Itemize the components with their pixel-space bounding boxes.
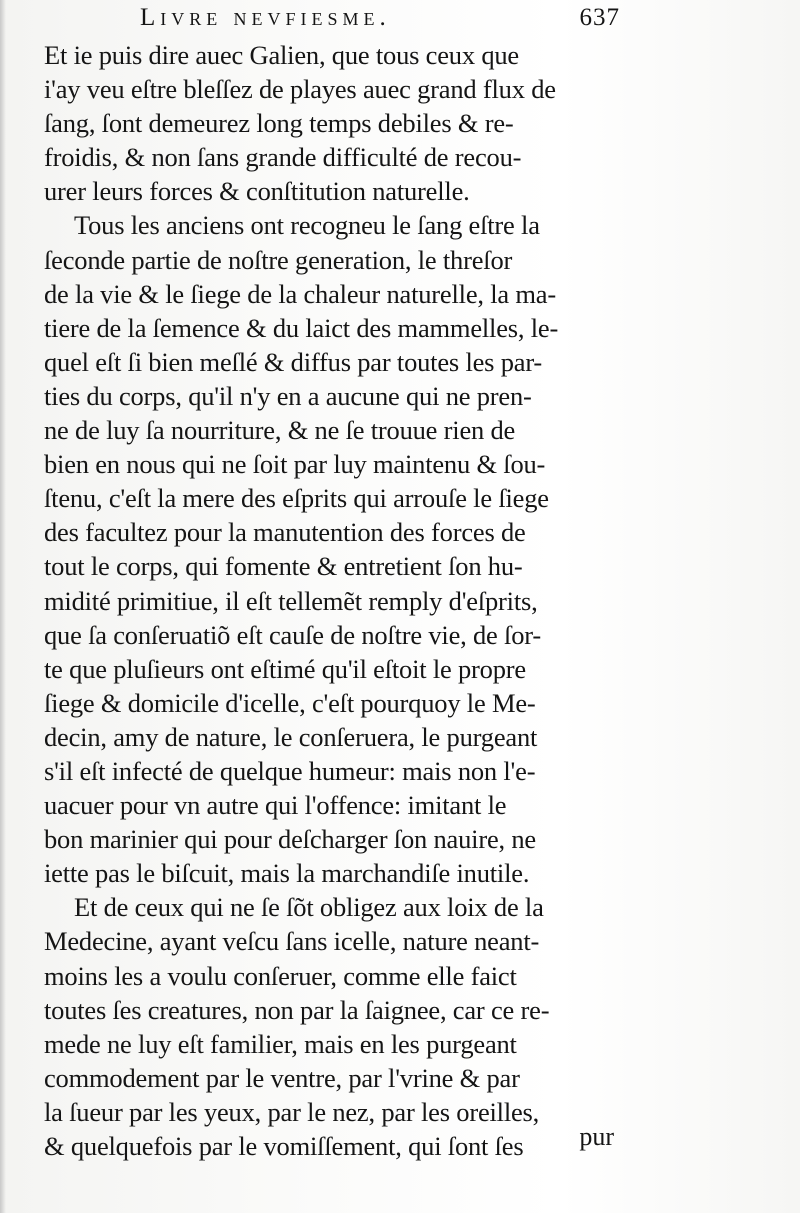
running-head: [140, 4, 620, 34]
text-line: mede ne luy eſt familier, mais en les purgeant: [44, 1028, 517, 1059]
text-line: de la vie & le ſiege de la chaleur naturelle, la ma-: [44, 278, 556, 309]
text-line: la ſueur par les yeux, par le nez, par les oreilles,: [44, 1096, 540, 1127]
text-line: moins les a voulu conſeruer, comme elle faict: [44, 960, 517, 991]
text-line: ſtenu, c'eſt la mere des eſprits qui arrouſe le ſiege: [44, 483, 549, 514]
text-line: bon marinier qui pour deſcharger ſon nauire, ne: [44, 824, 536, 855]
text-line: Tous les anciens ont recogneu le ſang eſtre la: [74, 210, 540, 241]
text-line: tiere de la ſemence & du laict des mammelles, le-: [44, 312, 559, 343]
text-line: ne de luy ſa nourriture, & ne ſe trouue rien de: [44, 415, 516, 446]
text-line: s'il eſt infecté de quelque humeur: mais non l'e-: [44, 755, 536, 786]
text-line: Et de ceux qui ne ſe ſõt obligez aux loix de la: [74, 892, 544, 923]
text-line: Medecine, ayant veſcu ſans icelle, nature neant-: [44, 926, 540, 957]
text-line: toutes ſes creatures, non par la ſaignee, car ce re-: [44, 994, 550, 1025]
text-line: quel eſt ſi bien meſlé & diffus par toutes les par-: [44, 346, 543, 377]
text-line: des facultez pour la manutention des forces de: [44, 517, 526, 548]
running-title: Livre nevfiesme.: [140, 4, 391, 31]
text-line: i'ay veu eſtre bleſſez de playes auec grand flux de: [44, 74, 556, 105]
text-line: ſang, ſont demeurez long temps debiles & re-: [44, 108, 514, 139]
text-line: & quelquefois par le vomiſſement, qui ſont ſes: [44, 1131, 524, 1161]
text-line: iette pas le biſcuit, mais la marchandiſe inutile.: [44, 858, 530, 889]
text-line: midité primitiue, il eſt tellemẽt remply d'eſprits,: [44, 585, 538, 616]
text-line: uacuer pour vn autre qui l'offence: imitant le: [44, 790, 507, 821]
text-line: que ſa conſeruatiõ eſt cauſe de noſtre vie, de ſor-: [44, 619, 541, 650]
catchword: pur: [579, 1122, 614, 1151]
text-line: bien en nous qui ne ſoit par luy maintenu & ſou-: [44, 449, 546, 480]
binding-shadow: [0, 0, 6, 1213]
main-text: [44, 38, 619, 1163]
text-line: tout le corps, qui fomente & entretient ſon hu-: [44, 551, 523, 582]
text-line: commodement par le ventre, par l'vrine & par: [44, 1062, 520, 1093]
page-number: 637: [579, 4, 620, 31]
text-line: ties du corps, qu'il n'y en a aucune qui ne pren-: [44, 380, 532, 411]
text-line: Et ie puis dire auec Galien, que tous ceux que: [44, 40, 519, 70]
text-line: urer leurs forces & conſtitution naturelle.: [44, 176, 470, 207]
text-line: ſiege & domicile d'icelle, c'eſt pourquoy le Me-: [44, 687, 536, 718]
text-line: te que pluſieurs ont eſtimé qu'il eſtoit le propre: [44, 653, 526, 684]
text-line: decin, amy de nature, le conſeruera, le purgeant: [44, 721, 538, 752]
text-line: ſeconde partie de noſtre generation, le threſor: [44, 244, 513, 275]
text-line: froidis, & non ſans grande difficulté de recou-: [44, 142, 522, 173]
